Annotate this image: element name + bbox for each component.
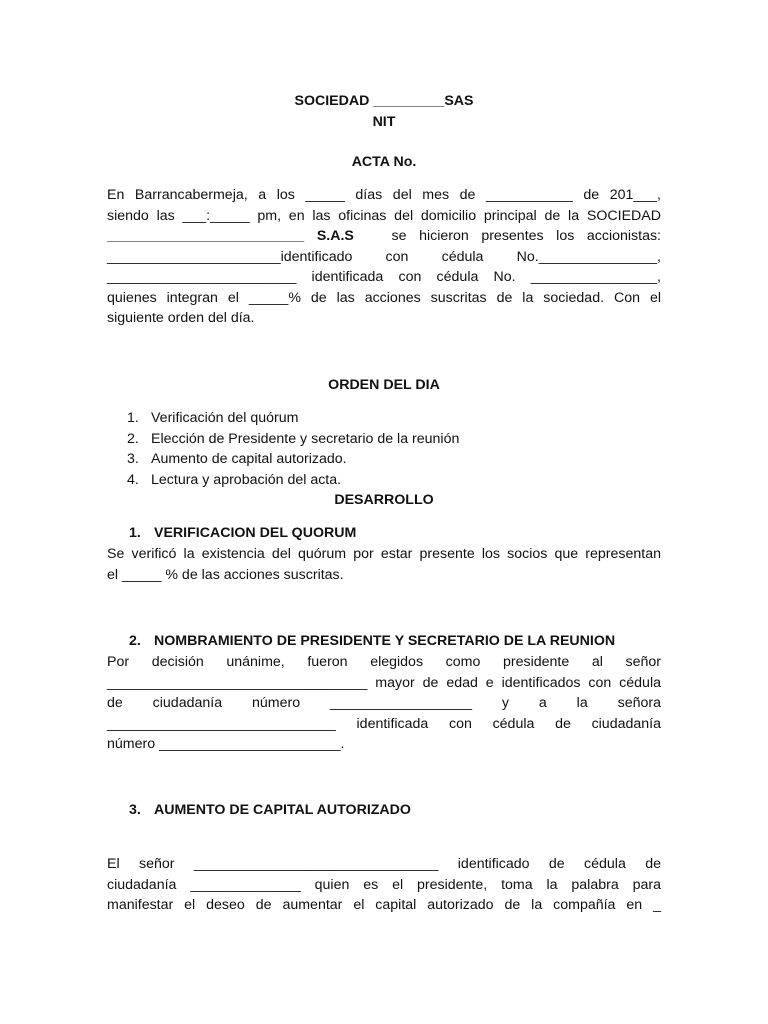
section-title: 2. NOMBRAMIENTO DE PRESIDENTE Y SECRETARIO DE LA REUNION [129, 633, 616, 649]
company-name-blank: _________________________ S.A.S [107, 228, 354, 244]
list-item: 3. Aumento de capital autorizado. [127, 451, 347, 467]
document-header [107, 91, 661, 133]
section-title: 1. VERIFICACION DEL QUORUM [129, 525, 357, 541]
section-line: manifestar el deseo de aumentar el capital autorizado de la compañía en _ [107, 897, 661, 913]
section-line: El señor _______________________________ identificado de cédula de [107, 856, 661, 872]
list-item: 1. Verificación del quórum [127, 410, 299, 426]
section-title: 3. AUMENTO DE CAPITAL AUTORIZADO [129, 802, 411, 818]
section-line: de ciudadanía número __________________ y a la señora [107, 695, 661, 711]
section-line: ciudadanía ______________ quien es el presidente, toma la palabra para [107, 876, 661, 893]
intro-line: ________________________ identificada con cédula No. ________________, [107, 269, 661, 285]
intro-line: En Barrancabermeja, a los _____ días del mes de ___________ de 201___, [107, 187, 661, 203]
intro-paragraph [107, 185, 661, 329]
section-aumento-capital [107, 800, 661, 821]
section-line: número _______________________. [107, 736, 345, 752]
desarrollo-title: DESARROLLO [334, 492, 434, 508]
intro-line: siendo las ___:_____ pm, en las oficinas del domicilio principal de la SOCIEDAD [107, 207, 661, 224]
section-body [107, 544, 661, 585]
orden-del-dia-title: ORDEN DEL DIA [328, 377, 440, 393]
intro-line: quienes integran el _____% de las acciones suscritas de la sociedad. Con el [107, 289, 661, 306]
intro-line: ______________________identificado con cédula No._______________, [107, 248, 661, 265]
intro-line: siguiente orden del día. [107, 310, 255, 326]
section-body [107, 652, 661, 755]
section-body [107, 854, 661, 916]
section-verificacion [107, 523, 661, 585]
nit-label: NIT [372, 114, 396, 130]
orden-del-dia-list [127, 408, 459, 490]
section-line: _________________________________ mayor de edad e identificados con cédula [107, 674, 661, 691]
intro-line [107, 226, 661, 247]
acta-title: ACTA No. [351, 154, 417, 170]
section-line: el _____ % de las acciones suscritas. [107, 566, 344, 583]
section-line: _____________________________ identificada con cédula de ciudadanía [107, 715, 661, 732]
section-line: Se verificó la existencia del quórum por estar presente los socios que representan [107, 546, 661, 562]
section-line: Por decisión unánime, fueron elegidos como presidente al señor [107, 654, 661, 670]
list-item: 2. Elección de Presidente y secretario de la reunión [127, 430, 460, 447]
company-title: SOCIEDAD _________SAS [294, 93, 474, 109]
section-nombramiento [107, 631, 661, 755]
list-item: 4. Lectura y aprobación del acta. [127, 471, 342, 488]
intro-line-text: se hicieron presentes los accionistas: [391, 228, 661, 244]
